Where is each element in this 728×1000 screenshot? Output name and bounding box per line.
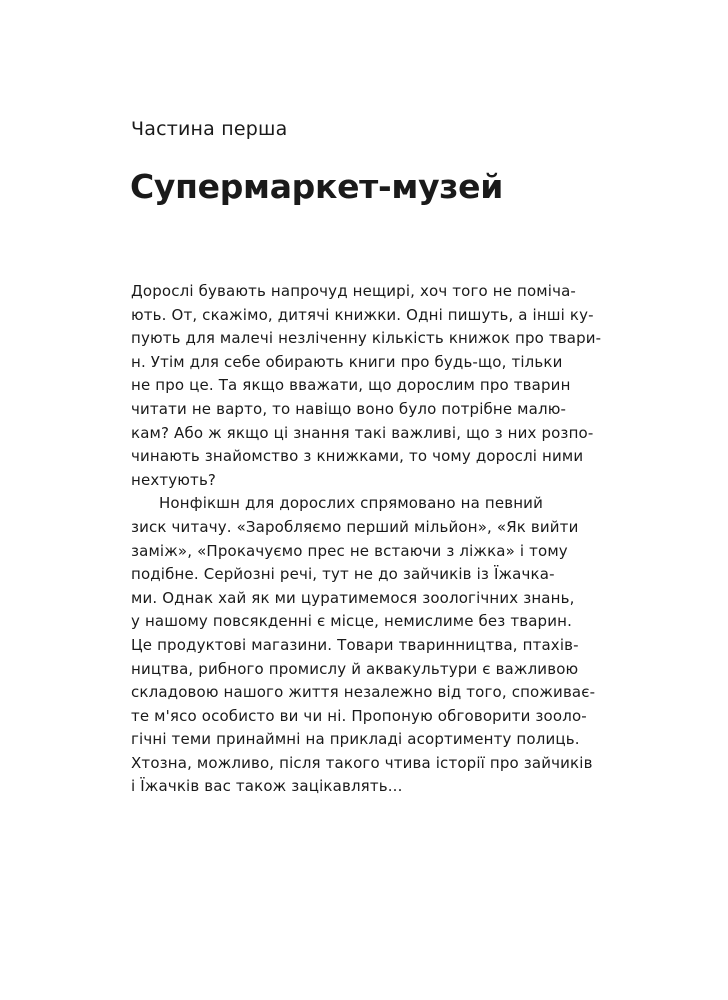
text-line: читати не варто, то навіщо воно було потрібне малю- [131, 399, 567, 418]
paragraph-2 [131, 492, 601, 799]
text-line: подібне. Серйозні речі, тут не до зайчиків із Їжачка- [131, 565, 555, 584]
text-line: Хтозна, можливо, після такого чтива історії про зайчиків [131, 753, 593, 772]
text-line: н. Утім для себе обирають книги про будь-що, тільки [131, 352, 563, 371]
text-line: гічні теми принаймні на прикладі асортименту полиць. [131, 730, 580, 749]
text-line: ництва, рибного промислу й аквакультури є важливою [131, 659, 579, 678]
text-line: зиск читачу. «Заробляємо перший мільйон», «Як вийти [131, 517, 579, 536]
paragraph-1 [131, 280, 601, 492]
body-text [131, 280, 601, 799]
text-line: Нонфікшн для дорослих спрямовано на певний [159, 494, 543, 513]
text-line: пують для малечі незліченну кількість книжок про твари- [131, 329, 602, 348]
chapter-title: Супермаркет-музей [130, 167, 504, 206]
text-line: у нашому повсякденні є місце, немислиме без тварин. [131, 612, 573, 631]
text-line: кам? Або ж якщо ці знання такі важливі, що з них розпо- [131, 423, 594, 442]
text-line: те м'ясо особисто ви чи ні. Пропоную обговорити зооло- [131, 706, 587, 725]
text-line: Дорослі бувають напрочуд нещирі, хоч того не поміча- [131, 282, 576, 300]
text-line: чинають знайомство з книжками, то чому дорослі ними [131, 447, 584, 466]
text-line: ють. От, скажімо, дитячі книжки. Одні пишуть, а інші ку- [131, 305, 594, 324]
text-line: не про це. Та якщо вважати, що дорослим про тварин [131, 376, 571, 395]
text-line: заміж», «Прокачуємо прес не встаючи з ліжка» і тому [131, 541, 568, 560]
text-line: Це продуктові магазини. Товари тваринництва, птахів- [131, 635, 579, 654]
text-line: ми. Однак хай як ми цуратимемося зоологічних знань, [131, 588, 575, 607]
text-line: нехтують? [131, 470, 217, 489]
text-line: і Їжачків вас також зацікавлять... [131, 777, 403, 796]
part-label: Частина перша [131, 118, 288, 140]
text-line: складовою нашого життя незалежно від того, споживає- [131, 683, 596, 702]
